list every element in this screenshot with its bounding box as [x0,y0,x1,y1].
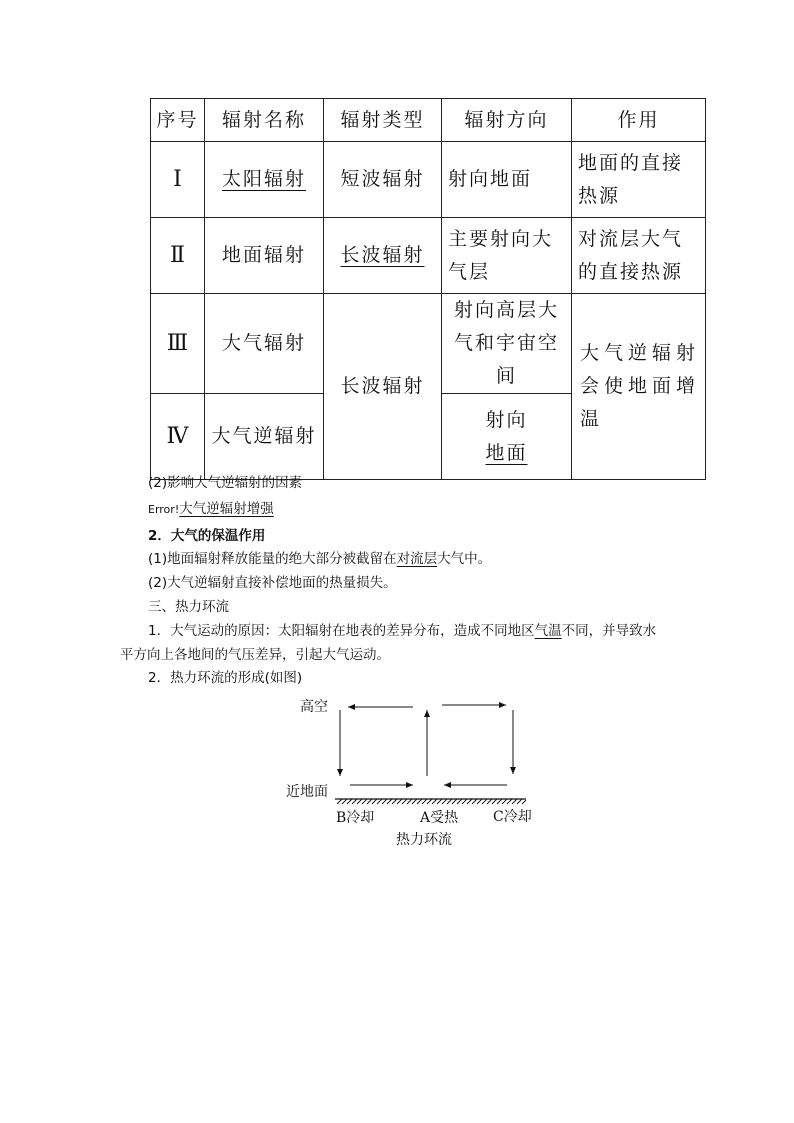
radiation-direction: 主要射向大气层 [442,218,572,294]
radiation-effect: 地面的直接热源 [572,142,706,218]
insulation-item-1: (1)地面辐射释放能量的绝大部分被截留在对流层大气中。 [148,551,492,567]
radiation-effect: 对流层大气的直接热源 [572,218,706,294]
radiation-direction: 射向地面 [442,142,572,218]
radiation-direction: 射向高层大气和宇宙空间 [442,294,572,394]
section-heading-insulation: 2．大气的保温作用 [148,528,266,544]
insulation-item-2: (2)大气逆辐射直接补偿地面的热量损失。 [148,575,397,591]
error-line [148,499,274,520]
table-row [151,294,706,394]
formation-heading: 2．热力环流的形成(如图) [148,670,303,686]
thermal-circulation-diagram [280,688,550,853]
radiation-name: 大气辐射 [205,294,324,394]
row-number: Ⅰ [151,142,205,218]
header-name: 辐射名称 [205,99,324,142]
header-direction: 辐射方向 [442,99,572,142]
header-number: 序号 [151,99,205,142]
label-b-cooling: B冷却 [336,810,375,826]
section-heading-circulation: 三、热力环流 [148,599,229,615]
ground-hatching [337,799,526,804]
error-suffix: 大气逆辐射增强 [179,501,274,517]
cause-line-2: 平方向上各地间的气压差异，引起大气运动。 [120,647,390,663]
label-a-heating: A受热 [420,810,459,826]
radiation-type: 长波辐射 [324,218,442,294]
row-number: Ⅲ [151,294,205,394]
table-row [151,218,706,294]
error-prefix: Error! [148,503,180,516]
label-near-ground: 近地面 [286,784,328,800]
label-high-altitude: 高空 [300,699,328,715]
radiation-effect: 大气逆辐射会使地面增温 [572,294,706,480]
row-number: Ⅱ [151,218,205,294]
table-header-row [151,99,706,142]
radiation-direction: 射向 地面 [442,394,572,480]
header-effect: 作用 [572,99,706,142]
table-row [151,142,706,218]
radiation-name: 地面辐射 [205,218,324,294]
radiation-type: 短波辐射 [324,142,442,218]
radiation-name: 大气逆辐射 [205,394,324,480]
label-c-cooling: C冷却 [493,809,532,825]
radiation-type: 长波辐射 [324,294,442,480]
radiation-name: 太阳辐射 [205,142,324,218]
factors-heading: (2)影响大气逆辐射的因素 [148,475,303,491]
header-type: 辐射类型 [324,99,442,142]
diagram-caption: 热力环流 [396,832,452,848]
row-number: Ⅳ [151,394,205,480]
radiation-table [150,98,706,480]
cause-line-1: 1．大气运动的原因：太阳辐射在地表的差异分布，造成不同地区气温不同，并导致水 [148,623,657,639]
